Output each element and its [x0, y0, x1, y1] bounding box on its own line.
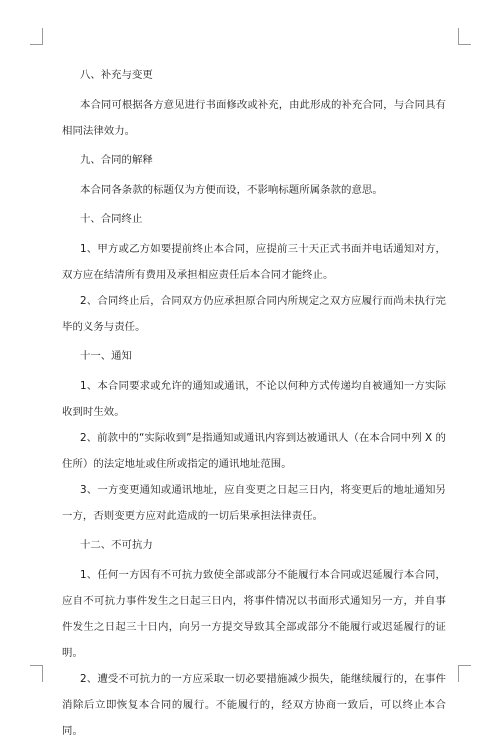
section-heading-force-majeure: 十二、不可抗力: [80, 539, 153, 551]
paragraph: 3、一方变更通知或通讯地址，应自变更之日起三日内，将变更后的地址通知另一方，否则变更方应对此造成的一切后果承担法律责任。: [62, 484, 446, 522]
paragraph: 2、前款中的“实际收到”是指通知或通讯内容到达被通讯人（在本合同中列 X 的住所）的法定地址或住所或指定的通讯地址范围。: [62, 432, 446, 470]
section-heading-termination: 十、合同终止: [80, 213, 143, 225]
section-heading-notice: 十一、通知: [80, 350, 132, 362]
paragraph: 1、甲方或乙方如要提前终止本合同，应提前三十天正式书面并电话通知对方，双方应在结清所有费用及承担相应责任后本合同才能终止。: [62, 243, 446, 281]
paragraph: 1、任何一方因有不可抗力致使全部或部分不能履行本合同或迟延履行本合同，应自不可抗力事件发生之日起三日内，将事件情况以书面形式通知另一方，并自事件发生之日起三十日内，向另一方提交导致其全部或部分不能履行或迟延履行的证明。: [62, 569, 446, 659]
paragraph: 1、本合同要求或允许的通知或通讯，不论以何种方式传递均自被通知一方实际收到时生效。: [62, 380, 446, 418]
section-heading-supplement: 八、补充与变更: [80, 69, 153, 81]
paragraph: 本合同可根据各方意见进行书面修改或补充，由此形成的补充合同，与合同具有相同法律效力。: [62, 99, 446, 137]
crop-mark-bottom-right: [458, 665, 471, 682]
crop-mark-top-right: [458, 28, 471, 45]
paragraph: 2、合同终止后，合同双方仍应承担原合同内所规定之双方应履行而尚未执行完毕的义务与责任。: [62, 295, 446, 333]
crop-mark-bottom-left: [30, 665, 43, 682]
section-heading-interpretation: 九、合同的解释: [80, 154, 153, 166]
paragraph: 本合同各条款的标题仅为方便而设，不影响标题所属条款的意思。: [80, 184, 383, 196]
crop-mark-top-left: [30, 28, 43, 45]
paragraph: 2、遭受不可抗力的一方应采取一切必要措施减少损失，能继续履行的，在事件消除后立即恢复本合同的履行。不能履行的，经双方协商一致后，可以终止本合同。: [62, 673, 446, 737]
document-body: [62, 68, 446, 744]
